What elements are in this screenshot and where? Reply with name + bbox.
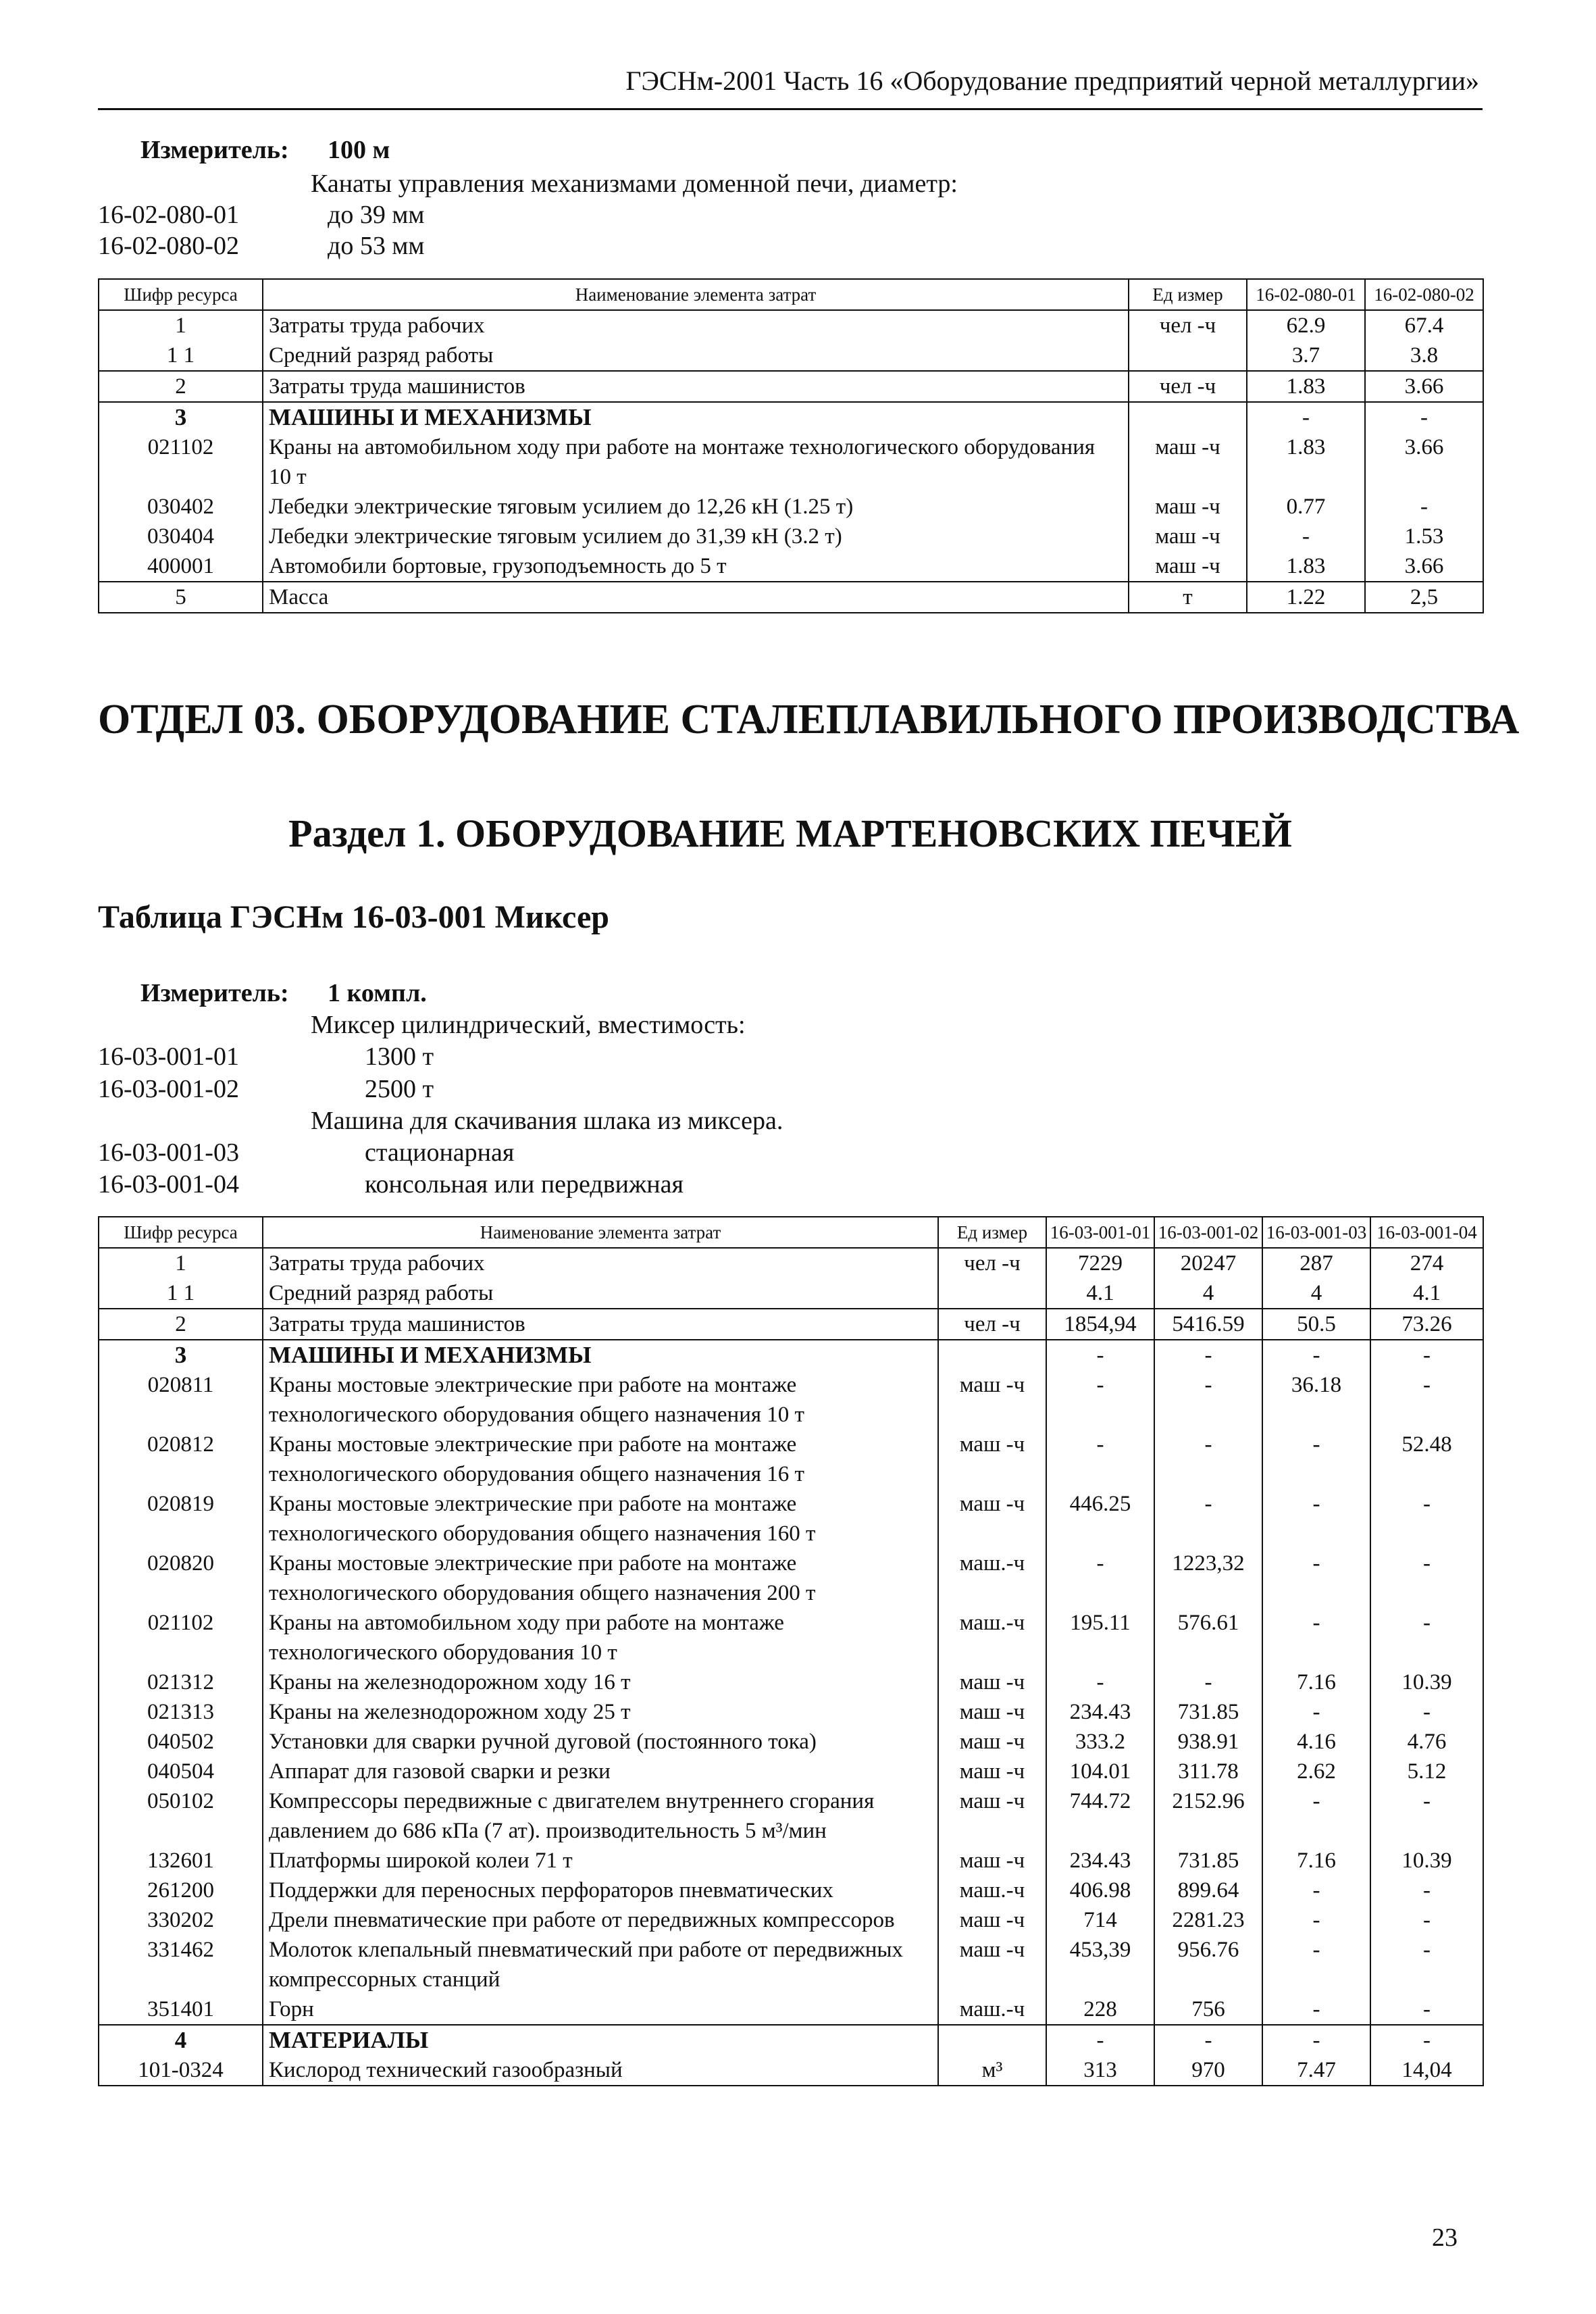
- table-row: 040502 Установки для сварки ручной дуговой (постоянного тока) маш -ч 333.2 938.91 4.16 4.76: [99, 1727, 1483, 1757]
- block2-description-2: Машина для скачивания шлака из миксера.: [311, 1107, 783, 1135]
- block2-code-2-text: 2500 т: [365, 1075, 434, 1103]
- table-row: 021312 Краны на железнодорожном ходу 16 т маш -ч - - 7.16 10.39: [99, 1667, 1483, 1697]
- table-row: 021102 Краны на автомобильном ходу при работе на монтаже технологического оборудования 10 т маш.-ч 195.11 576.61 - -: [99, 1608, 1483, 1667]
- table-row: 020812 Краны мостовые электрические при работе на монтаже технологического оборудования общего назначения 16 т маш -ч - - - 52.48: [99, 1430, 1483, 1489]
- col-header-v2: 16-02-080-02: [1365, 279, 1483, 310]
- table2-header-row: [99, 1217, 1483, 1248]
- table-row: 040504 Аппарат для газовой сварки и резки маш -ч 104.01 311.78 2.62 5.12: [99, 1757, 1483, 1786]
- otdel-title: ОТДЕЛ 03. ОБОРУДОВАНИЕ СТАЛЕПЛАВИЛЬНОГО ПРОИЗВОДСТВА: [98, 697, 1520, 743]
- resource-table-1: [98, 278, 1484, 613]
- table-row: 5 Масса т 1.22 2,5: [99, 582, 1483, 613]
- col-header-code: Шифр ресурса: [99, 1217, 263, 1248]
- block2-code-1-text: 1300 т: [365, 1042, 434, 1071]
- block2-code-3: 16-03-001-03: [98, 1138, 239, 1167]
- meter-label-2: Измеритель:: [140, 979, 289, 1007]
- meter-value-1: 100 м: [328, 136, 390, 164]
- table-row: 1 Затраты труда рабочих чел -ч 7229 20247 287 274: [99, 1248, 1483, 1278]
- table-row: 030402 Лебедки электрические тяговым усилием до 12,26 кН (1.25 т) маш -ч 0.77 -: [99, 492, 1483, 522]
- table2-body: [99, 1248, 1483, 2086]
- razdel-title: Раздел 1. ОБОРУДОВАНИЕ МАРТЕНОВСКИХ ПЕЧЕЙ: [288, 811, 1292, 855]
- header-rule: [98, 108, 1483, 110]
- col-header-v2: 16-03-001-02: [1154, 1217, 1262, 1248]
- table-row: 021102 Краны на автомобильном ходу при работе на монтаже технологического оборудования 10 т маш -ч 1.83 3.66: [99, 432, 1483, 492]
- table-row: 261200 Поддержки для переносных перфораторов пневматических маш.-ч 406.98 899.64 - -: [99, 1876, 1483, 1905]
- col-header-name: Наименование элемента затрат: [263, 279, 1129, 310]
- table-row: 1 Затраты труда рабочих чел -ч 62.9 67.4: [99, 310, 1483, 341]
- col-header-code: Шифр ресурса: [99, 279, 263, 310]
- table-row: 020811 Краны мостовые электрические при работе на монтаже технологического оборудования общего назначения 10 т маш -ч - - 36.18 -: [99, 1370, 1483, 1430]
- col-header-name: Наименование элемента затрат: [263, 1217, 938, 1248]
- table-row: 2 Затраты труда машинистов чел -ч 1.83 3.66: [99, 371, 1483, 402]
- table-row: 050102 Компрессоры передвижные с двигателем внутреннего сгорания давлением до 686 кПа (7 ат). производительность 5 м³/мин маш -ч 744.72 2152.96 - -: [99, 1786, 1483, 1846]
- table-row: 030404 Лебедки электрические тяговым усилием до 31,39 кН (3.2 т) маш -ч - 1.53: [99, 522, 1483, 551]
- table-row: 101-0324 Кислород технический газообразный м³ 313 970 7.47 14,04: [99, 2055, 1483, 2086]
- table-row: 3 МАШИНЫ И МЕХАНИЗМЫ - - - -: [99, 1340, 1483, 1370]
- page-number: 23: [1432, 2223, 1458, 2252]
- col-header-v4: 16-03-001-04: [1370, 1217, 1483, 1248]
- table-row: 1 1 Средний разряд работы 4.1 4 4 4.1: [99, 1278, 1483, 1309]
- table1-header-row: [99, 279, 1483, 310]
- table-row: 132601 Платформы широкой колеи 71 т маш -ч 234.43 731.85 7.16 10.39: [99, 1846, 1483, 1876]
- table-row: 020819 Краны мостовые электрические при работе на монтаже технологического оборудования общего назначения 160 т маш -ч 446.25 - - -: [99, 1489, 1483, 1549]
- col-header-v1: 16-02-080-01: [1247, 279, 1365, 310]
- meter-label-1: Измеритель:: [140, 136, 289, 164]
- block2-code-4-text: консольная или передвижная: [365, 1170, 684, 1199]
- block2-code-2: 16-03-001-02: [98, 1075, 239, 1103]
- table1-body: [99, 310, 1483, 613]
- table-row: 020820 Краны мостовые электрические при работе на монтаже технологического оборудования общего назначения 200 т маш.-ч - 1223,32 - -: [99, 1549, 1483, 1608]
- col-header-unit: Ед измер: [938, 1217, 1046, 1248]
- table-row: 4 МАТЕРИАЛЫ - - - -: [99, 2025, 1483, 2055]
- col-header-unit: Ед измер: [1129, 279, 1247, 310]
- col-header-v1: 16-03-001-01: [1046, 1217, 1154, 1248]
- block1-code-1: 16-02-080-01: [98, 201, 239, 229]
- block2-description-1: Миксер цилиндрический, вместимость:: [311, 1011, 746, 1039]
- col-header-v3: 16-03-001-03: [1262, 1217, 1370, 1248]
- table-row: 351401 Горн маш.-ч 228 756 - -: [99, 1994, 1483, 2025]
- block1-description: Канаты управления механизмами доменной печи, диаметр:: [311, 170, 958, 198]
- table-row: 1 1 Средний разряд работы 3.7 3.8: [99, 341, 1483, 371]
- resource-table-2: [98, 1216, 1484, 2086]
- block1-code-1-text: до 39 мм: [328, 201, 425, 229]
- table-row: 331462 Молоток клепальный пневматический при работе от передвижных компрессорных станций маш -ч 453,39 956.76 - -: [99, 1935, 1483, 1994]
- table-row: 2 Затраты труда машинистов чел -ч 1854,94 5416.59 50.5 73.26: [99, 1309, 1483, 1340]
- table-row: 330202 Дрели пневматические при работе от передвижных компрессоров маш -ч 714 2281.23 - -: [99, 1905, 1483, 1935]
- block1-code-2-text: до 53 мм: [328, 232, 425, 260]
- table-row: 3 МАШИНЫ И МЕХАНИЗМЫ - -: [99, 402, 1483, 432]
- block1-code-2: 16-02-080-02: [98, 232, 239, 260]
- meter-value-2: 1 компл.: [328, 979, 427, 1007]
- block2-code-4: 16-03-001-04: [98, 1170, 239, 1199]
- block2-code-1: 16-03-001-01: [98, 1042, 239, 1071]
- table-row: 400001 Автомобили бортовые, грузоподъемность до 5 т маш -ч 1.83 3.66: [99, 551, 1483, 582]
- table-caption: Таблица ГЭСНм 16-03-001 Миксер: [98, 899, 609, 935]
- table-row: 021313 Краны на железнодорожном ходу 25 т маш -ч 234.43 731.85 - -: [99, 1697, 1483, 1727]
- running-header: ГЭСНм-2001 Часть 16 «Оборудование предприятий черной металлургии»: [625, 66, 1479, 96]
- block2-code-3-text: стационарная: [365, 1138, 515, 1167]
